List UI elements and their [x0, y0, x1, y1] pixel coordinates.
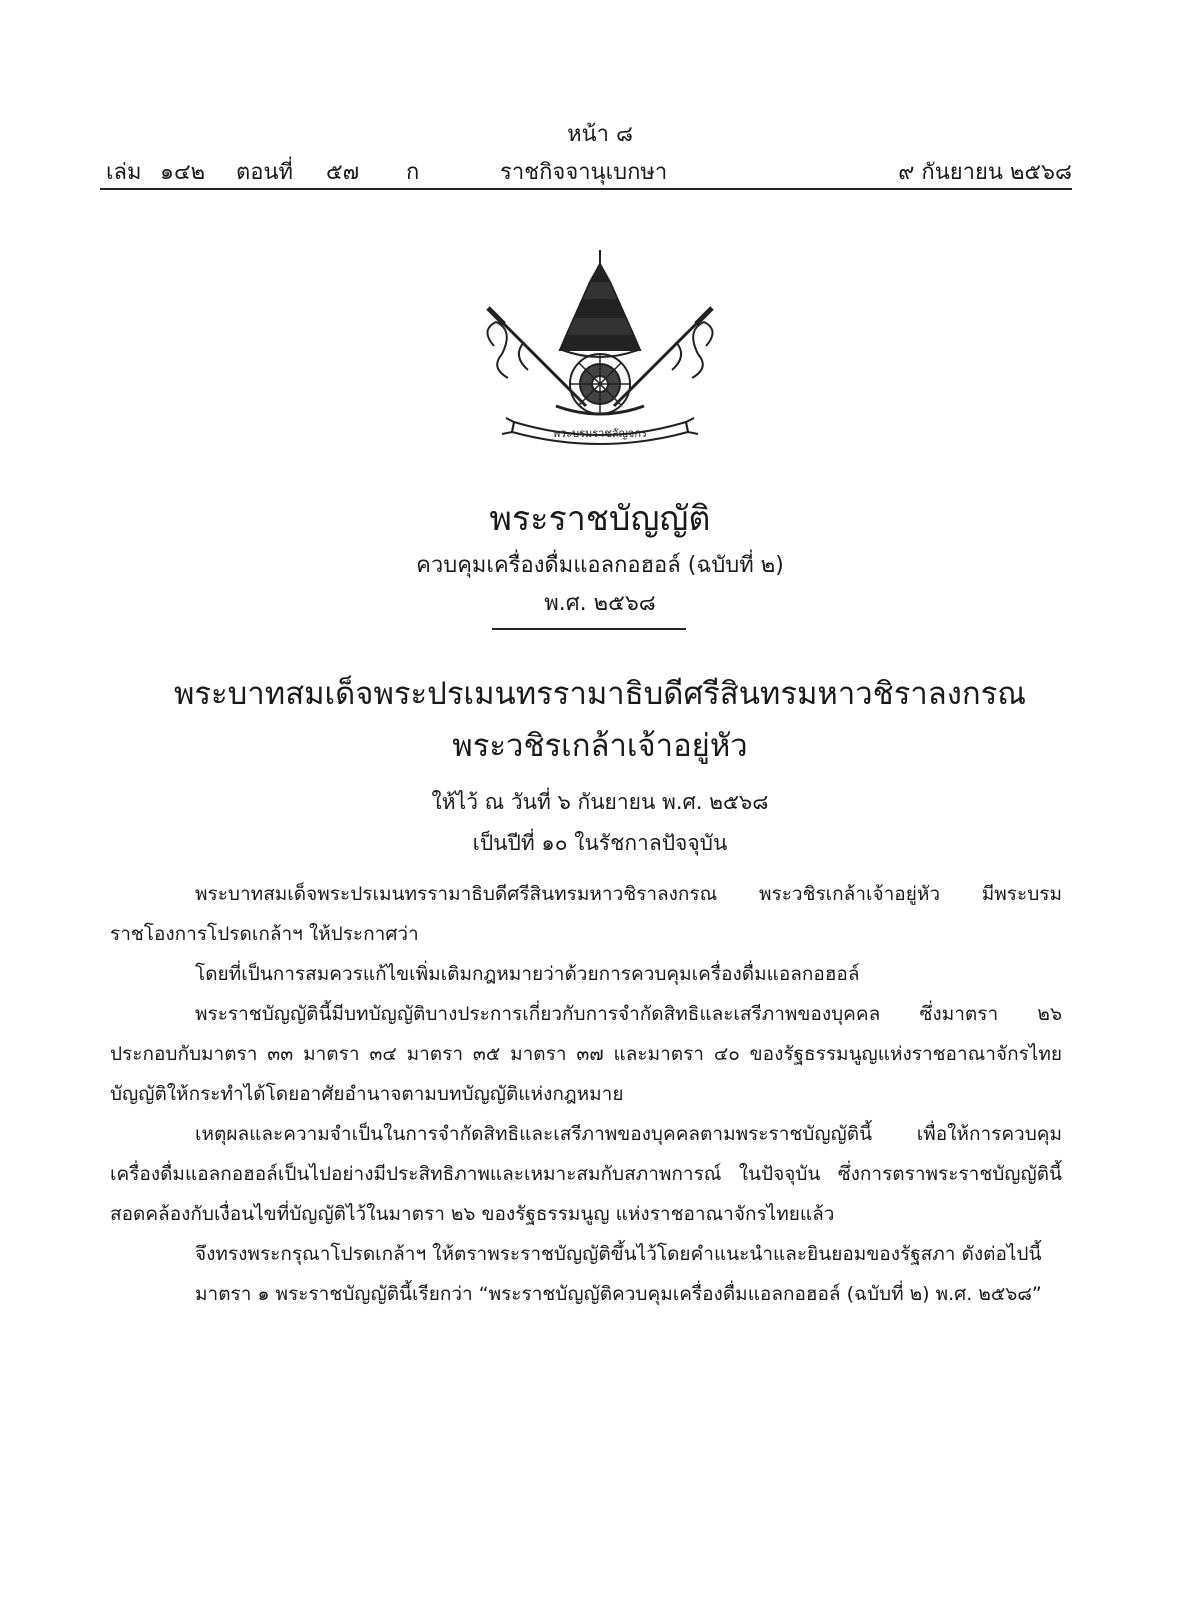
title-divider: [492, 628, 686, 630]
section-letter: ก: [406, 160, 420, 185]
royal-seal-emblem-icon: [466, 246, 734, 446]
paragraph-proclamation: พระบาทสมเด็จพระปรเมนทรรามาธิบดีศรีสินทรมหาวชิราลงกรณ พระวชิรเกล้าเจ้าอยู่หัว มีพระบรมราชโองการโปรดเกล้าฯ ให้ประกาศว่า: [110, 883, 1062, 945]
paragraph-necessity: เหตุผลและความจำเป็นในการจำกัดสิทธิและเสรีภาพของบุคคลตามพระราชบัญญัตินี้ เพื่อให้การควบคุมเครื่องดื่มแอลกอฮอล์เป็นไปอย่างมีประสิทธิภาพและเหมาะสมกับสภาพการณ์ ในปัจจุบัน ซึ่งการตราพระราชบัญญัตินี้สอดคล้องกับเงื่อนไขที่บัญญัติไว้ในมาตรา ๒๖ ของรัฐธรรมนูญ แห่งราชอาณาจักรไทยแล้ว: [110, 1123, 1062, 1225]
section-label: ตอนที่: [236, 160, 294, 185]
gazette-date: ๙ กันยายน ๒๕๖๘: [898, 160, 1072, 185]
act-subtitle: ควบคุมเครื่องดื่มแอลกอฮอล์ (ฉบับที่ ๒): [416, 553, 784, 578]
section-1: มาตรา ๑ พระราชบัญญัตินี้เรียกว่า “พระราชบัญญัติควบคุมเครื่องดื่มแอลกอฮอล์ (ฉบับที่ ๒) พ.ศ. ๒๕๖๘”: [195, 1283, 1042, 1305]
paragraph-enactment: จึงทรงพระกรุณาโปรดเกล้าฯ ให้ตราพระราชบัญญัติขึ้นไว้โดยคำแนะนำและยินยอมของรัฐสภา ดังต่อไปนี้: [195, 1243, 1042, 1265]
section-number: ๕๗: [326, 160, 360, 185]
paragraph-rights-limitation: พระราชบัญญัตินี้มีบทบัญญัติบางประการเกี่ยวกับการจำกัดสิทธิและเสรีภาพของบุคคล ซึ่งมาตรา ๒๖ ประกอบกับมาตรา ๓๓ มาตรา ๓๔ มาตรา ๓๕ มาตรา ๓๗ และมาตรา ๔๐ ของรัฐธรรมนูญแห่งราชอาณาจักรไทย บัญญัติให้กระทำได้โดยอาศัยอำนาจตามบทบัญญัติแห่งกฎหมาย: [110, 1003, 1062, 1105]
header-divider: [100, 188, 1072, 190]
king-name-line-2: พระวชิรเกล้าเจ้าอยู่หัว: [452, 728, 748, 764]
reign-year: เป็นปีที่ ๑๐ ในรัชกาลปัจจุบัน: [472, 831, 728, 855]
gazette-name: ราชกิจจานุเบกษา: [500, 160, 668, 185]
page-number: หน้า ๘: [567, 122, 633, 147]
volume-number: ๑๔๒: [160, 160, 206, 185]
act-title: พระราชบัญญัติ: [489, 499, 711, 539]
gazette-header: [100, 154, 1072, 186]
act-body: [110, 874, 1062, 1314]
volume-label: เล่ม: [106, 160, 142, 185]
given-date: ให้ไว้ ณ วันที่ ๖ กันยายน พ.ศ. ๒๕๖๘: [431, 790, 769, 814]
paragraph-reason: โดยที่เป็นการสมควรแก้ไขเพิ่มเติมกฎหมายว่าด้วยการควบคุมเครื่องดื่มแอลกอฮอล์: [195, 963, 860, 985]
act-year: พ.ศ. ๒๕๖๘: [544, 591, 656, 616]
king-name-line-1: พระบาทสมเด็จพระปรเมนทรรามาธิบดีศรีสินทรมหาวชิราลงกรณ: [173, 676, 1027, 712]
emblem-ribbon-text: พระบรมราชลัญจกร: [553, 427, 647, 440]
